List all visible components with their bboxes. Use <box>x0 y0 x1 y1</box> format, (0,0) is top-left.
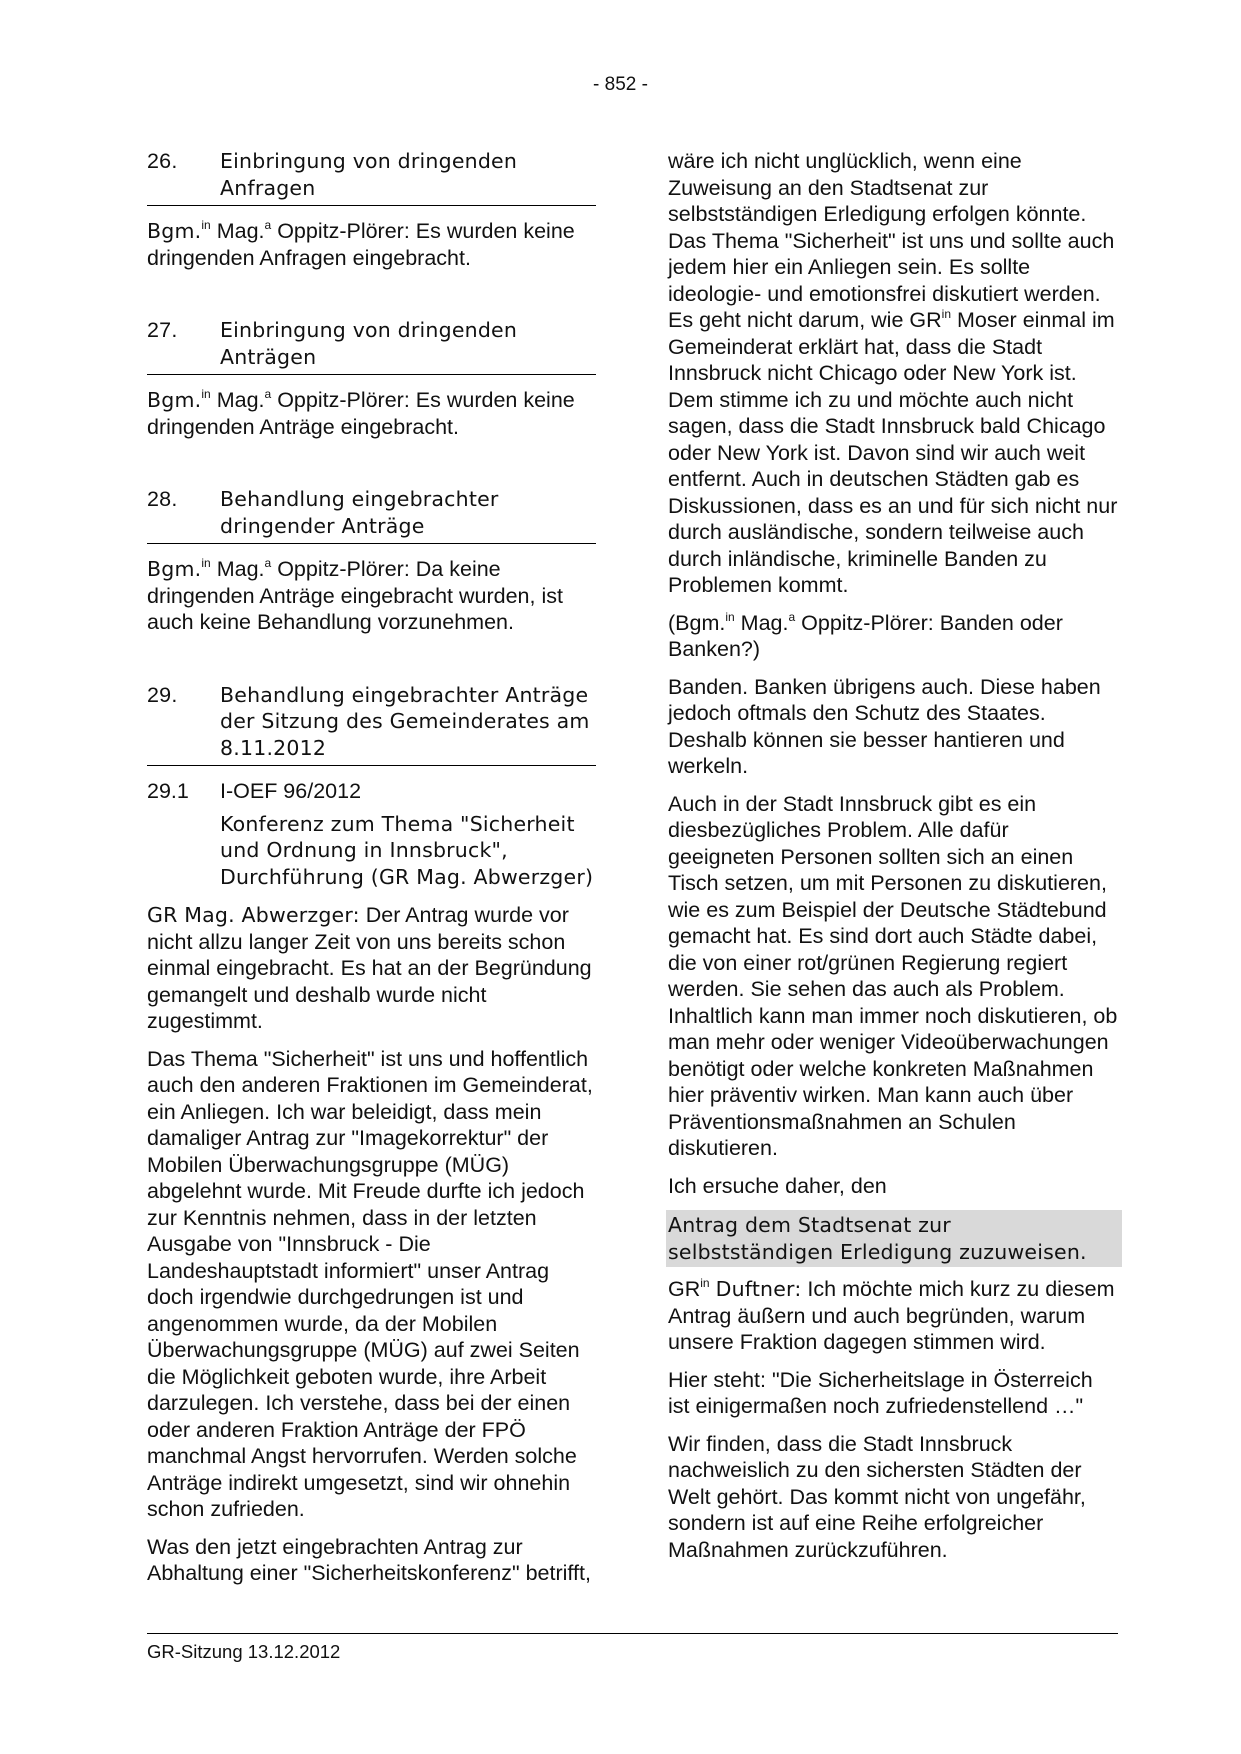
superscript: in <box>700 1276 710 1290</box>
speaker: GR <box>668 1277 701 1301</box>
speaker: (Bgm. <box>668 610 726 635</box>
paragraph <box>147 218 596 271</box>
paragraph <box>668 1276 1118 1356</box>
paragraph-text: Moser einmal im Gemeinderat erklärt hat, dass die Stadt Innsbruck nicht Chicago oder New York ist. Dem stimme ich zu und möchte auch nicht sagen, dass die Stadt Innsbruck bald Chicago oder New York ist. Davon sind wir auch weit entfernt. Auch in deutschen Städten gab es Diskussionen, dass es an und für sich nicht nur durch ausländische, sondern teilweise auch durch inländische, kriminelle Banden zu Problemen kommt. <box>668 308 1118 597</box>
subsection-code: I-OEF 96/2012 <box>220 779 362 803</box>
subsection-29-1 <box>147 778 596 805</box>
superscript: in <box>201 218 211 232</box>
paragraph-text: Der Antrag wurde vor nicht allzu langer Zeit von uns bereits schon einmal eingebracht. Es hat an der Begründung gemangelt und deshalb wurde nicht zugestimmt. <box>147 903 592 1033</box>
highlighted-motion: Antrag dem Stadtsenat zur selbstständigen Erledigung zuzuweisen. <box>666 1210 1122 1267</box>
speaker: Bgm. <box>147 219 202 243</box>
paragraph <box>147 556 596 636</box>
paragraph: Ich ersuche daher, den <box>668 1173 887 1198</box>
section-number: 29. <box>147 682 178 707</box>
speaker: Bgm. <box>147 388 202 412</box>
paragraph: Banden. Banken übrigens auch. Diese haben jedoch oftmals den Schutz des Staates. Deshalb können sie besser hantieren und werkeln. <box>668 674 1101 778</box>
paragraph-text: wäre ich nicht unglücklich, wenn eine Zuweisung an den Stadtsenat zur selbstständigen Erledigung erfolgen könnte. Das Thema "Sicherheit" ist uns und sollte auch jedem hier ein Anliegen sein. Es sollte ideologie- und emotionsfrei diskutiert werden. Es geht nicht darum, wie GR <box>668 149 1115 332</box>
paragraph: Auch in der Stadt Innsbruck gibt es ein diesbezügliches Problem. Alle dafür geeigneten Personen sollten sich an einen Tisch setzen, um mit Personen zu diskutieren, wie es zum Beispiel der Deutsche Städtebund gemacht hat. Es sind dort auch Städte dabei, die von einer rot/grünen Regierung regiert werden. Sie sehen das auch als Problem. Inhaltlich kann man immer noch diskutieren, ob man mehr oder weniger Videoüberwachungen benötigt oder welche konkreten Maßnahmen hier präventiv wirken. Man kann auch über Präventionsmaßnahmen an Schulen diskutieren. <box>668 791 1118 1160</box>
superscript: in <box>201 387 211 401</box>
speaker-title: Mag. <box>216 219 265 243</box>
section-number: 26. <box>147 149 178 173</box>
speaker-title: Mag. <box>216 388 265 412</box>
superscript: a <box>264 556 272 570</box>
superscript: a <box>264 218 272 232</box>
superscript: in <box>201 556 211 570</box>
speaker-title: Mag. <box>216 557 265 581</box>
section-heading-29 <box>147 682 596 767</box>
speaker: GR Mag. Abwerzger: <box>147 903 360 927</box>
speaker-title: Mag. <box>740 610 789 635</box>
paragraph-text: Ich möchte mich kurz zu diesem Antrag äußern und auch begründen, warum unsere Fraktion dagegen stimmen wird. <box>668 1277 1115 1354</box>
superscript: a <box>788 609 796 624</box>
section-title: Einbringung von dringenden Anfragen <box>220 149 518 200</box>
superscript: a <box>264 387 272 401</box>
section-heading-28 <box>147 486 596 544</box>
section-title: Behandlung eingebrachter dringender Anträge <box>220 487 499 538</box>
superscript: in <box>941 307 951 321</box>
paragraph: Wir finden, dass die Stadt Innsbruck nachweislich zu den sichersten Städten der Welt gehört. Das kommt nicht von ungefähr, sondern ist auf eine Reihe erfolgreicher Maßnahmen zurückzuführen. <box>668 1431 1086 1562</box>
paragraph <box>668 610 1118 663</box>
paragraph <box>147 387 596 440</box>
section-title: Einbringung von dringenden Anträgen <box>220 318 518 369</box>
page-number: - 852 - <box>593 74 648 95</box>
section-number: 27. <box>147 318 178 342</box>
section-number: 28. <box>147 487 178 511</box>
paragraph: Was den jetzt eingebrachten Antrag zur Abhaltung einer "Sicherheitskonferenz" betrifft, <box>147 1534 591 1585</box>
paragraph <box>147 902 596 1035</box>
speaker-name: Duftner: <box>715 1277 802 1301</box>
left-column <box>147 148 596 1598</box>
footer-text: GR-Sitzung 13.12.2012 <box>147 1641 341 1662</box>
paragraph: Das Thema "Sicherheit" ist uns und hoffentlich auch den anderen Fraktionen im Gemeinderat, ein Anliegen. Ich war beleidigt, dass mein damaliger Antrag zur "Imagekorrektur" der Mobilen Überwachungsgruppe (MÜG) abgelehnt wurde. Mit Freude durfte ich jedoch zur Kenntnis nehmen, dass in der letzten Ausgabe von "Innsbruck - Die Landeshauptstadt informiert" unser Antrag doch irgendwie durchgedrungen ist und angenommen wurde, da der Mobilen Überwachungsgruppe (MÜG) auf zwei Seiten die Möglichkeit geboten wurde, ihre Arbeit darzulegen. Ich verstehe, dass bei der einen oder anderen Fraktion Anträge der FPÖ manchmal Angst hervorrufen. Werden solche Anträge indirekt umgesetzt, sind wir ohnehin schon zufrieden. <box>147 1046 593 1521</box>
speaker: Bgm. <box>147 557 202 581</box>
paragraph-text: Oppitz-Plörer: Da keine dringenden Anträge eingebracht wurden, ist auch keine Behandlung vorzunehmen. <box>147 557 563 634</box>
section-heading-26 <box>147 148 596 206</box>
right-column <box>668 148 1118 1574</box>
superscript: in <box>725 609 735 624</box>
paragraph-text: Oppitz-Plörer: Banden oder Banken?) <box>668 610 1063 661</box>
subsection-number: 29.1 <box>147 779 189 803</box>
footer-divider <box>147 1633 1118 1634</box>
subsection-title: Konferenz zum Thema "Sicherheit und Ordnung in Innsbruck", Durchführung (GR Mag. Abwerzger) <box>220 811 594 889</box>
paragraph-text: Oppitz-Plörer: Es wurden keine dringenden Anfragen eingebracht. <box>147 219 575 270</box>
section-title: Behandlung eingebrachter Anträge der Sitzung des Gemeinderates am 8.11.2012 <box>220 682 590 760</box>
paragraph <box>668 148 1118 599</box>
paragraph-text: Oppitz-Plörer: Es wurden keine dringenden Anträge eingebracht. <box>147 388 575 439</box>
section-heading-27 <box>147 317 596 375</box>
paragraph: Hier steht: "Die Sicherheitslage in Österreich ist einigermaßen noch zufriedenstellend …" <box>668 1367 1093 1418</box>
